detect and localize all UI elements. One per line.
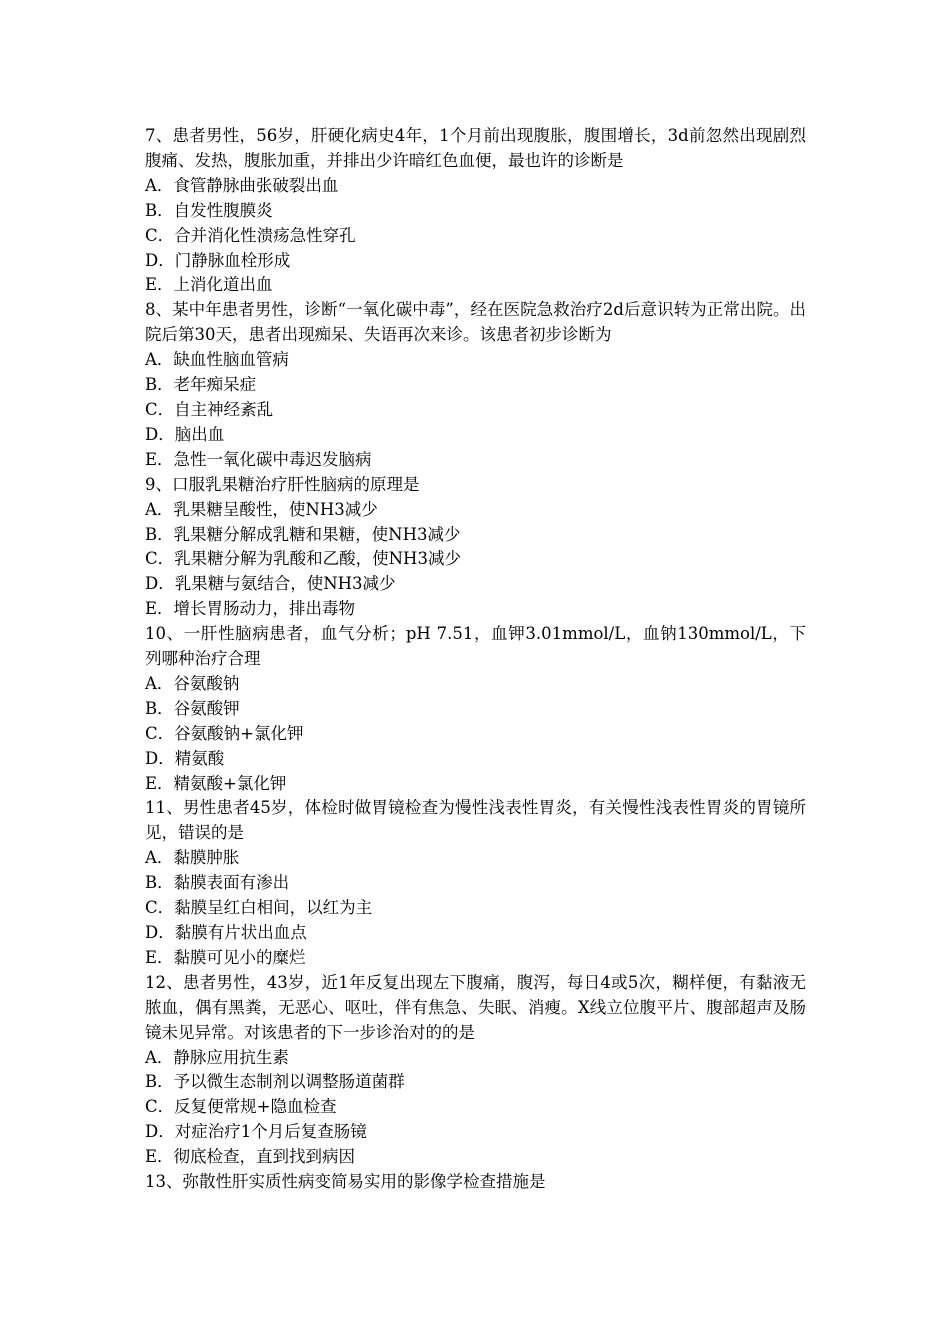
option-b: B．予以微生态制剂以调整肠道菌群 bbox=[145, 1072, 405, 1092]
question-block bbox=[145, 971, 806, 1170]
option-a: A．缺血性脑血管病 bbox=[145, 350, 289, 370]
document-body bbox=[145, 124, 806, 1195]
question-block bbox=[145, 796, 806, 970]
option-c: C．合并消化性溃疡急性穿孔 bbox=[145, 225, 356, 245]
option-c: C．谷氨酸钠+氯化钾 bbox=[145, 723, 304, 743]
option-a: A．乳果糖呈酸性，使NH3减少 bbox=[145, 499, 378, 519]
option-c: C．反复便常规+隐血检查 bbox=[145, 1097, 337, 1117]
question-block bbox=[145, 298, 806, 472]
question-stem: 9、口服乳果糖治疗肝性脑病的原理是 bbox=[145, 474, 420, 494]
option-c: C．乳果糖分解为乳酸和乙酸，使NH3减少 bbox=[145, 549, 461, 569]
option-e: E．精氨酸+氯化钾 bbox=[145, 773, 287, 793]
option-e: E．急性一氧化碳中毒迟发脑病 bbox=[145, 449, 372, 469]
option-d: D．精氨酸 bbox=[145, 748, 225, 768]
option-a: A．食管静脉曲张破裂出血 bbox=[145, 175, 339, 195]
question-block bbox=[145, 124, 806, 298]
option-b: B．谷氨酸钾 bbox=[145, 698, 240, 718]
question-block bbox=[145, 622, 806, 796]
option-b: B．乳果糖分解成乳糖和果糖，使NH3减少 bbox=[145, 524, 461, 544]
option-a: A．黏膜肿胀 bbox=[145, 848, 240, 868]
option-a: A．谷氨酸钠 bbox=[145, 673, 240, 693]
question-stem: 8、某中年患者男性，诊断“一氧化碳中毒”，经在医院急救治疗2d后意识转为正常出院。出院后第30天，患者出现痴呆、失语再次来诊。该患者初步诊断为 bbox=[145, 300, 806, 345]
option-e: E．增长胃肠动力，排出毒物 bbox=[145, 599, 356, 619]
option-e: E．黏膜可见小的糜烂 bbox=[145, 947, 306, 967]
question-stem: 11、男性患者45岁，体检时做胃镜检查为慢性浅表性胃炎，有关慢性浅表性胃炎的胃镜所见，错误的是 bbox=[145, 798, 806, 843]
question-stem: 12、患者男性，43岁，近1年反复出现左下腹痛，腹泻，每日4或5次，糊样便，有黏液无脓血，偶有黑粪，无恶心、呕吐，伴有焦急、失眠、消瘦。X线立位腹平片、腹部超声及肠镜未见异常。对该患者的下一步诊治对的的是 bbox=[145, 972, 806, 1042]
option-c: C．自主神经紊乱 bbox=[145, 399, 274, 419]
question-block bbox=[145, 1170, 806, 1195]
option-b: B．自发性腹膜炎 bbox=[145, 200, 273, 220]
option-d: D．门静脉血栓形成 bbox=[145, 250, 291, 270]
option-b: B．黏膜表面有渗出 bbox=[145, 873, 290, 893]
option-d: D．乳果糖与氨结合，使NH3减少 bbox=[145, 574, 396, 594]
option-b: B．老年痴呆症 bbox=[145, 375, 257, 395]
option-e: E．上消化道出血 bbox=[145, 275, 273, 295]
option-a: A．静脉应用抗生素 bbox=[145, 1047, 289, 1067]
option-c: C．黏膜呈红白相间，以红为主 bbox=[145, 898, 373, 918]
question-stem: 7、患者男性，56岁，肝硬化病史4年，1个月前出现腹胀，腹围增长，3d前忽然出现剧烈腹痛、发热，腹胀加重，并排出少许暗红色血便，最也许的诊断是 bbox=[145, 126, 806, 170]
question-stem: 10、一肝性脑病患者，血气分析；pH 7.51，血钾3.01mmol/L，血钠130mmol/L，下列哪种治疗合理 bbox=[145, 624, 806, 669]
question-stem: 13、弥散性肝实质性病变简易实用的影像学检查措施是 bbox=[145, 1172, 546, 1192]
question-block bbox=[145, 473, 806, 622]
option-e: E．彻底检查，直到找到病因 bbox=[145, 1147, 356, 1167]
option-d: D．黏膜有片状出血点 bbox=[145, 923, 307, 942]
option-d: D．脑出血 bbox=[145, 424, 225, 444]
option-d: D．对症治疗1个月后复查肠镜 bbox=[145, 1122, 367, 1142]
